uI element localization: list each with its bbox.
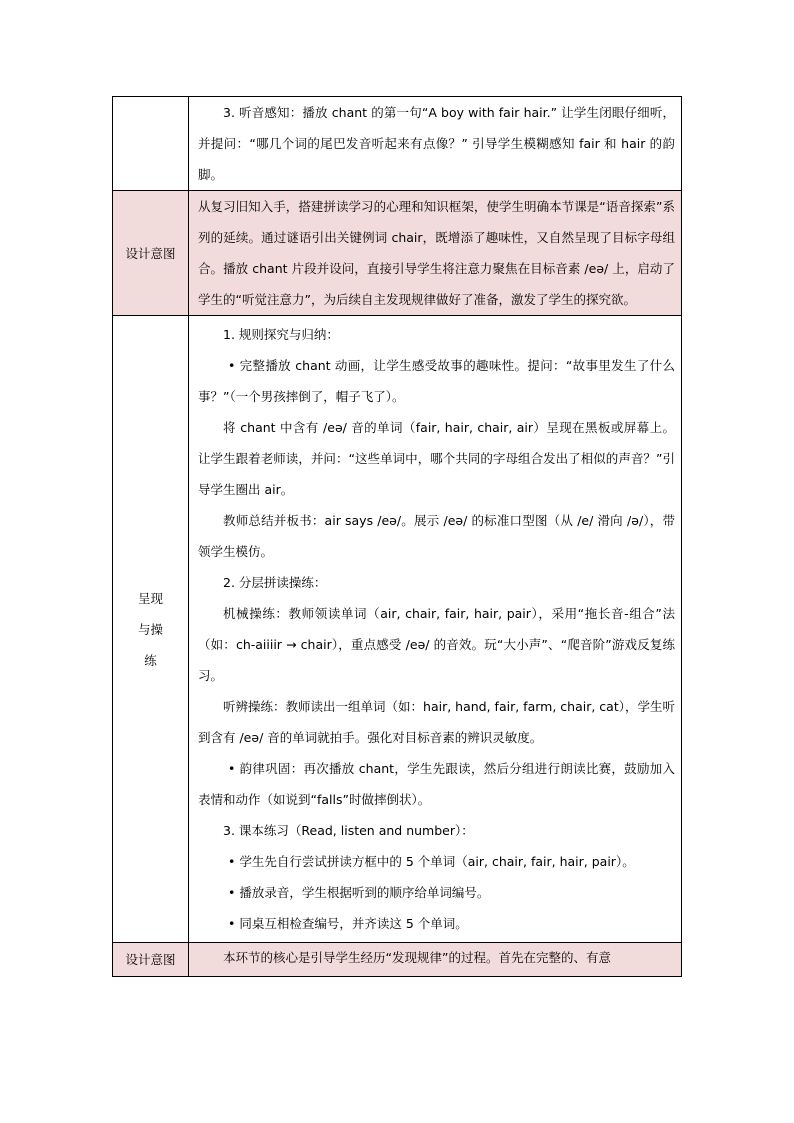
paragraph: • 完整播放 chant 动画，让学生感受故事的趣味性。提问：“故事里发生了什么事？”（一个男孩摔倒了，帽子飞了）。 [198,358,675,404]
table-row [113,316,682,943]
table-row [113,943,682,977]
paragraph: 本环节的核心是引导学生经历“发现规律”的过程。首先在完整的、有意 [223,950,611,965]
row-content [189,316,682,943]
row-content [189,191,682,316]
row-label [113,97,189,191]
paragraph: 3. 听音感知：播放 chant 的第一句“A boy with fair hair.” 让学生闭眼仔细听，并提问：“哪几个词的尾巴发音听起来有点像？” 引导学生模糊感知 fair 和 hair 的韵脚。 [198,105,675,182]
paragraph: 听辨操练：教师读出一组单词（如：hair, hand, fair, farm, chair, cat），学生听到含有 /eə/ 音的单词就拍手。强化对目标音素的辨识灵敏度。 [198,699,675,745]
paragraph: 3. 课本练习（Read, listen and number）： [223,823,474,838]
row-label-presentation-practice: 呈现与操练 [113,316,189,943]
paragraph: 1. 规则探究与归纳： [223,327,339,342]
paragraph: • 播放录音，学生根据听到的顺序给单词编号。 [228,885,490,900]
paragraph: 将 chant 中含有 /eə/ 音的单词（fair, hair, chair, air）呈现在黑板或屏幕上。让学生跟着老师读，并问：“这些单词中，哪个共同的字母组合发出了相似的声音？”引导学生圈出 air。 [198,420,675,497]
paragraph: 机械操练：教师领读单词（air, chair, fair, hair, pair），采用“拖长音-组合”法（如：ch-aiiiir → chair），重点感受 /eə/ 的音效。玩“大小声”、“爬音阶”游戏反复练习。 [198,606,675,683]
paragraph: • 学生先自行尝试拼读方框中的 5 个单词（air, chair, fair, hair, pair）。 [228,854,635,869]
lesson-plan-table [112,96,682,977]
row-content [189,943,682,977]
table-row [113,97,682,191]
paragraph: • 韵律巩固：再次播放 chant，学生先跟读，然后分组进行朗读比赛，鼓励加入表情和动作（如说到“falls”时做摔倒状）。 [198,761,675,807]
row-label-design-intent: 设计意图 [113,943,189,977]
paragraph: 2. 分层拼读操练： [223,575,327,590]
row-label-design-intent: 设计意图 [113,191,189,316]
paragraph: 从复习旧知入手，搭建拼读学习的心理和知识框架，使学生明确本节课是“语音探索”系列的延续。通过谜语引出关键例词 chair，既增添了趣味性，又自然呈现了目标字母组合。播放 chant 片段并设问，直接引导学生将注意力聚焦在目标音素 /eə/ 上，启动了学生的“听觉注意力”，为后续自主发现规律做好了准备，激发了学生的探究欲。 [198,199,675,307]
paragraph: 教师总结并板书：air says /eə/。展示 /eə/ 的标准口型图（从 /e/ 滑向 /ə/），带领学生模仿。 [198,513,675,559]
paragraph: • 同桌互相检查编号，并齐读这 5 个单词。 [228,916,468,931]
row-content [189,97,682,191]
table-row [113,191,682,316]
